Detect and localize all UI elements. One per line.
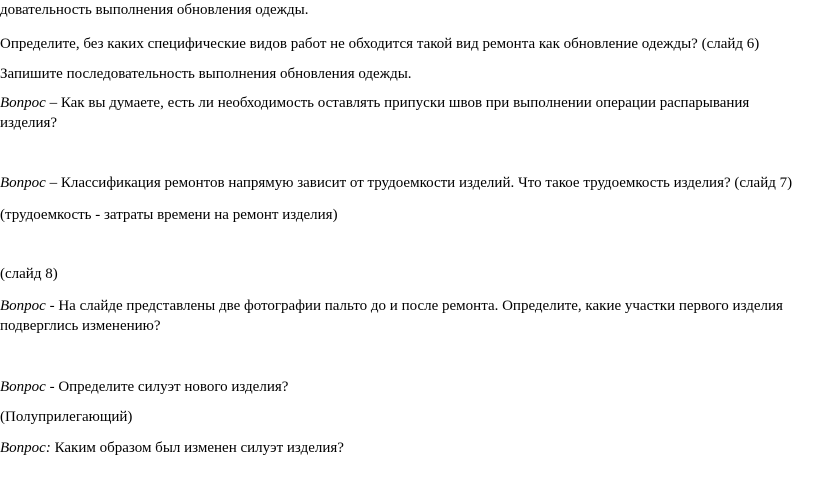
question-lead: Вопрос: <box>0 440 51 456</box>
paragraph-sequence-continued <box>0 0 800 20</box>
question-text: Каким образом был изменен силуэт изделия? <box>50 440 344 456</box>
question-labor-intensity <box>0 173 800 193</box>
slide-reference-text: (слайд 8) <box>0 266 58 282</box>
answer-text: (трудоемкость - затраты времени на ремонт изделия) <box>0 207 338 223</box>
answer-text: (Полуприлегающий) <box>0 409 133 425</box>
question-seam-allowance <box>0 93 800 133</box>
question-text: – Как вы думаете, есть ли необходимость оставлять припуски швов при выполнении операции распарывания изделия? <box>0 95 750 131</box>
question-text: - На слайде представлены две фотографии пальто до и после ремонта. Определите, какие участки первого изделия подверглись изменению? <box>0 298 783 334</box>
question-coat-photos <box>0 296 800 336</box>
question-lead: Вопрос <box>0 95 46 111</box>
question-text: – Классификация ремонтов напрямую зависит от трудоемкости изделий. Что такое трудоемкость изделия? (слайд 7) <box>45 175 793 191</box>
question-silhouette <box>0 377 800 397</box>
question-text: - Определите силуэт нового изделия? <box>45 379 289 395</box>
answer-silhouette <box>0 407 800 427</box>
paragraph-identify-work-types <box>0 34 800 54</box>
question-silhouette-change <box>0 438 800 458</box>
question-lead: Вопрос <box>0 175 46 191</box>
paragraph-text: Определите, без каких специфические видов работ не обходится такой вид ремонта как обновление одежды? (слайд 6) <box>0 36 760 52</box>
slide-8-reference <box>0 264 800 284</box>
paragraph-text: довательность выполнения обновления одежды. <box>0 2 309 18</box>
question-lead: Вопрос <box>0 379 46 395</box>
paragraph-text: Запишите последовательность выполнения обновления одежды. <box>0 66 412 82</box>
answer-labor-intensity <box>0 205 800 225</box>
paragraph-write-sequence <box>0 64 800 84</box>
question-lead: Вопрос <box>0 298 46 314</box>
